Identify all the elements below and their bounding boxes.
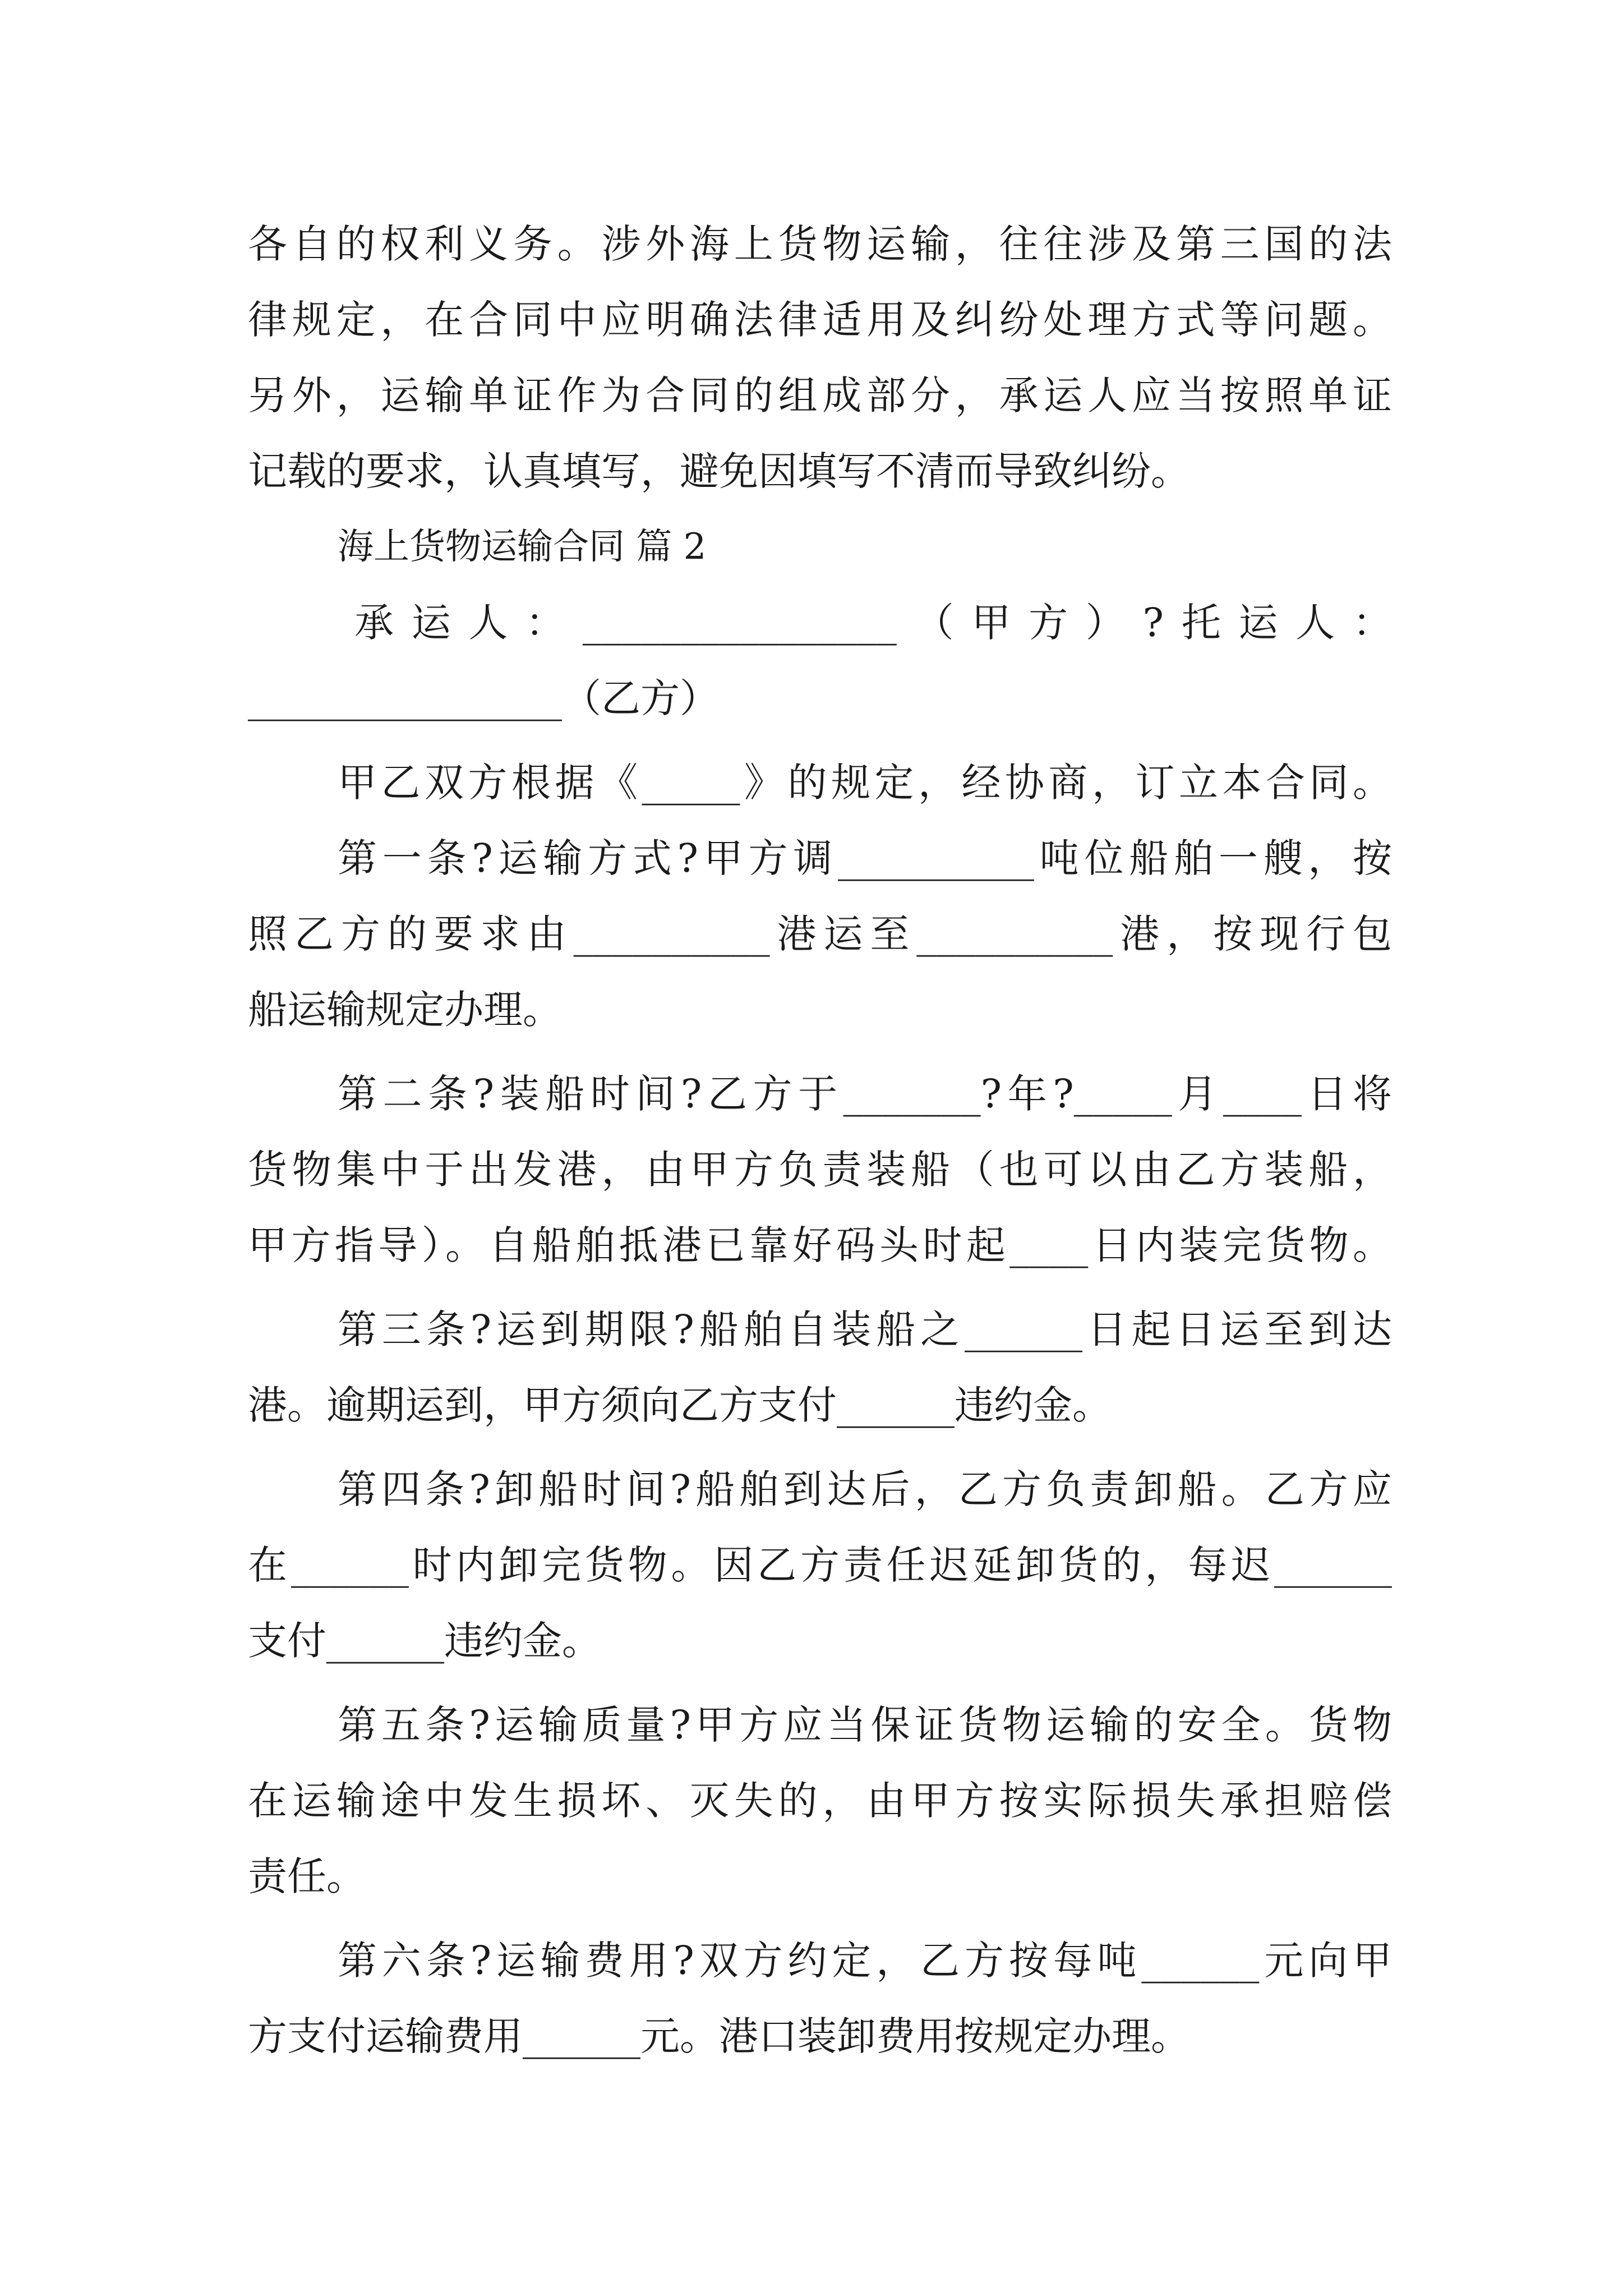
text-line: 支付______违约金。 bbox=[248, 1618, 601, 1664]
text-line: 货物集中于出发港，由甲方负责装船（也可以由乙方装船， bbox=[248, 1147, 1392, 1193]
text-line: 船运输规定办理。 bbox=[248, 987, 562, 1033]
text-line: 责任。 bbox=[248, 1853, 366, 1899]
text-line: 第二条?装船时间?乙方于_______?年?_____月____日将 bbox=[338, 1071, 1392, 1117]
text-line: 在______时内卸完货物。因乙方责任迟延卸货的，每迟______ bbox=[248, 1542, 1392, 1588]
text-line: 甲方指导）。自船舶抵港已靠好码头时起____日内装完货物。 bbox=[248, 1222, 1392, 1268]
preamble: 甲乙双方根据《_____》的规定，经协商，订立本合同。 bbox=[338, 760, 1392, 806]
text-line: 第六条?运输费用?双方约定，乙方按每吨______元向甲 bbox=[338, 1938, 1392, 1984]
text-line: 另外，运输单证作为合同的组成部分，承运人应当按照单证 bbox=[248, 372, 1392, 418]
text-line: 照乙方的要求由__________港运至__________港，按现行包 bbox=[248, 911, 1392, 957]
text-line: 在运输途中发生损坏、灭失的，由甲方按实际损失承担赔偿 bbox=[248, 1778, 1392, 1824]
text-line: 方支付运输费用______元。港口装卸费用按规定办理。 bbox=[248, 2013, 1190, 2059]
text-line: 第四条?卸船时间?船舶到达后，乙方负责卸船。乙方应 bbox=[338, 1466, 1392, 1512]
shipper-line: ________________（乙方） bbox=[248, 675, 719, 721]
text-line: 记载的要求，认真填写，避免因填写不清而导致纠纷。 bbox=[248, 448, 1190, 494]
text-line: 各自的权利义务。涉外海上货物运输，往往涉及第三国的法 bbox=[248, 221, 1392, 267]
text-line: 港。逾期运到，甲方须向乙方支付______违约金。 bbox=[248, 1382, 1112, 1428]
text-line: 第三条?运到期限?船舶自装船之______日起日运至到达 bbox=[338, 1306, 1392, 1352]
text-line: 第一条?运输方式?甲方调__________吨位船舶一艘，按 bbox=[338, 835, 1392, 881]
text-line: 律规定，在合同中应明确法律适用及纠纷处理方式等问题。 bbox=[248, 297, 1392, 343]
carrier-line: 承运人：________________（甲方）?托运人： bbox=[354, 600, 1392, 646]
text-line: 第五条?运输质量?甲方应当保证货物运输的安全。货物 bbox=[338, 1702, 1392, 1748]
section-title: 海上货物运输合同 篇 2 bbox=[338, 526, 707, 568]
